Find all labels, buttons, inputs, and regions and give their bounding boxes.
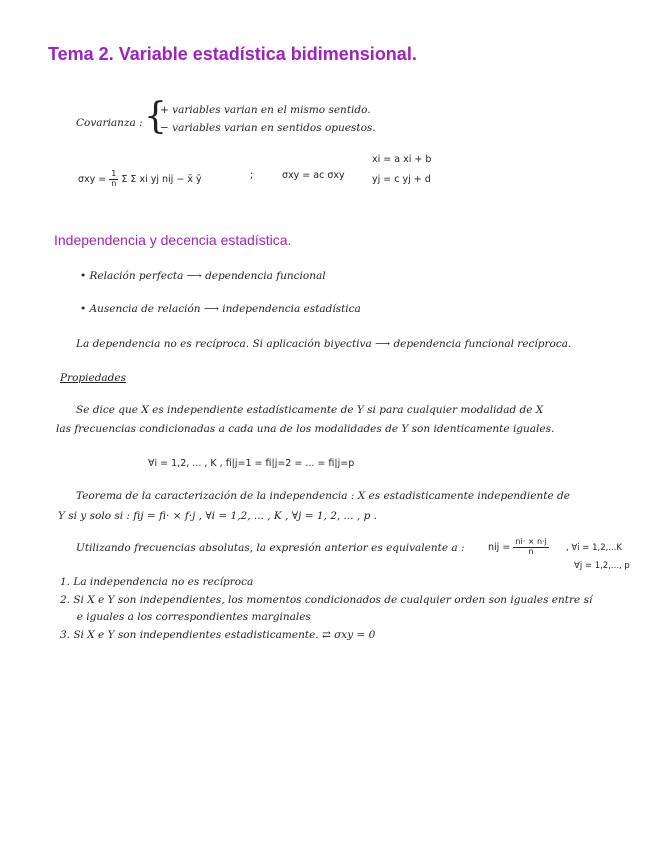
- list-item: 2. Si X e Y son independientes, los momentos condicionados de cualquier orden son iguales entre sí: [60, 594, 593, 606]
- definition-line: las frecuencias condicionadas a cada una de los modalidades de Y son identicamente iguales.: [56, 423, 555, 435]
- fraction-numerator: 1: [111, 169, 117, 178]
- list-item: 3. Si X e Y son independientes estadisticamente. ⇄ σxy = 0: [60, 629, 376, 641]
- dependencia-line: La dependencia no es recíproca. Si aplicación biyectiva ⟶ dependencia funcional recíproca.: [76, 338, 572, 350]
- absolutas-formula: [488, 538, 549, 557]
- transform-x: xi = a xi + b: [372, 154, 432, 165]
- fraction-numerator: ni· × n·j: [515, 537, 547, 546]
- covarianza-formula: [78, 170, 202, 189]
- list-item: 1. La independencia no es recíproca: [60, 576, 254, 588]
- bullet-item: • Relación perfecta ⟶ dependencia funcional: [80, 270, 326, 282]
- formula-lhs: σxy =: [78, 173, 107, 185]
- formula-separator: ;: [250, 170, 254, 181]
- fraction-denominator: n: [528, 546, 534, 556]
- page-title: Tema 2. Variable estadística bidimensional.: [48, 44, 417, 64]
- definition-formula: ∀i = 1,2, ... , K , fi|j=1 = fi|j=2 = ... = fi|j=p: [148, 458, 355, 469]
- teorema-line: Teorema de la caracterización de la independencia : X es estadisticamente independiente de: [76, 490, 570, 502]
- fraction-denominator: n: [111, 178, 117, 188]
- covarianza-positive: + variables varian en el mismo sentido.: [160, 104, 371, 116]
- section-title: Independencia y decencia estadística.: [54, 232, 292, 248]
- absolutas-fraction: [513, 538, 548, 557]
- propiedades-heading: Propiedades: [60, 372, 127, 384]
- transform-y: yj = c yj + d: [372, 174, 431, 185]
- covarianza-label: Covarianza :: [76, 117, 143, 129]
- absolutas-condition: , ∀i = 1,2,...K: [566, 543, 623, 553]
- bullet-item: • Ausencia de relación ⟶ independencia estadística: [80, 303, 361, 315]
- list-item: e iguales a los correspondientes marginales: [60, 611, 311, 623]
- absolutas-lhs: nij =: [488, 541, 511, 553]
- absolutas-condition: ∀j = 1,2,..., p: [574, 561, 630, 571]
- formula-fraction: [109, 170, 118, 189]
- absolutas-line: Utilizando frecuencias absolutas, la expresión anterior es equivalente a :: [76, 542, 465, 554]
- formula-rhs: Σ Σ xi yj nij − x̄ ȳ: [121, 173, 202, 185]
- definition-line: Se dice que X es independiente estadísticamente de Y si para cualquier modalidad de X: [76, 404, 544, 416]
- covarianza-negative: − variables varian en sentidos opuestos.: [160, 122, 376, 134]
- covarianza-transformed: σxy = ac σxy: [282, 170, 345, 181]
- teorema-line: Y si y solo si : fij = fi· × f·j , ∀i = 1,2, ... , K , ∀j = 1, 2, ... , p .: [58, 510, 377, 522]
- brace-icon: {: [144, 96, 167, 137]
